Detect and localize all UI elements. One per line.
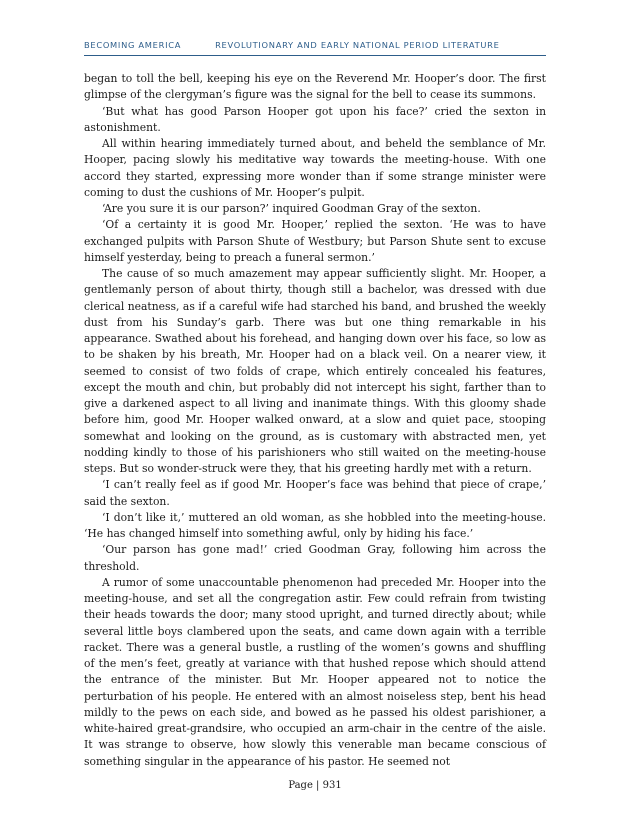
body-text: [84, 71, 546, 770]
paragraph: ‘Our parson has gone mad!’ cried Goodman Gray, following him across the threshold.: [84, 543, 546, 573]
running-header: [84, 40, 546, 50]
paragraph: ‘I don’t like it,’ muttered an old woman, as she hobbled into the meeting-house. ‘He has changed himself into something awful, only by hiding his face.’: [84, 510, 546, 540]
header-section-title: REVOLUTIONARY AND EARLY NATIONAL PERIOD LITERATURE: [215, 40, 500, 50]
paragraph: All within hearing immediately turned about, and beheld the semblance of Mr. Hooper, pacing slowly his meditative way towards the meeting-house. With one accord they started, expressing more wonder than if some strange minister were coming to dust the cushions of Mr. Hooper’s pulpit.: [84, 137, 546, 199]
paragraph: ‘I can’t really feel as if good Mr. Hooper’s face was behind that piece of crape,’ said the sexton.: [84, 478, 546, 508]
page-number: Page | 931: [288, 780, 342, 791]
paragraph: ‘Are you sure it is our parson?’ inquired Goodman Gray of the sexton.: [102, 202, 481, 215]
paragraph: ‘But what has good Parson Hooper got upon his face?’ cried the sexton in astonishment.: [84, 104, 546, 134]
header-rule: [84, 55, 546, 56]
header-book-title: BECOMING AMERICA: [84, 40, 182, 50]
paragraph: A rumor of some unaccountable phenomenon had preceded Mr. Hooper into the meeting-house, and set all the congregation astir. Few could refrain from twisting their heads towards the door; many stood upright, and turned directly about; while several little boys clambered upon the seats, and came down again with a terrible racket. There was a general bustle, a rustling of the women’s gowns and shuffling of the men’s feet, greatly at variance with that hushed repose which should attend the entrance of the minister. But Mr. Hooper appeared not to notice the perturbation of his people. He entered with an almost noiseless step, bent his head mildly to the pews on each side, and bowed as he passed his oldest parishioner, a white-haired great-grandsire, who occupied an arm-chair in the centre of the aisle. It was strange to observe, how slowly this venerable man became conscious of something singular in the appearance of his pastor. He seemed not: [84, 575, 546, 768]
paragraph: The cause of so much amazement may appear sufficiently slight. Mr. Hooper, a gentlemanly person of about thirty, though still a bachelor, was dressed with due clerical neatness, as if a careful wife had starched his band, and brushed the weekly dust from his Sunday’s garb. There was but one thing remarkable in his appearance. Swathed about his forehead, and hanging down over his face, so low as to be shaken by his breath, Mr. Hooper had on a black veil. On a nearer view, it seemed to consist of two folds of crape, which entirely concealed his features, except the mouth and chin, but probably did not intercept his sight, farther than to give a darkened aspect to all living and inanimate things. With this gloomy shade before him, good Mr. Hooper walked onward, at a slow and quiet pace, stooping somewhat and looking on the ground, as is customary with abstracted men, yet nodding kindly to those of his parishioners who still waited on the meeting-house steps. But so wonder-struck were they, that his greeting hardly met with a return.: [84, 267, 546, 475]
paragraph: ‘Of a certainty it is good Mr. Hooper,’ replied the sexton. ‘He was to have exchanged pulpits with Parson Shute of Westbury; but Parson Shute sent to excuse himself yesterday, being to preach a funeral sermon.’: [84, 218, 546, 264]
paragraph: began to toll the bell, keeping his eye on the Reverend Mr. Hooper’s door. The first glimpse of the clergyman’s figure was the signal for the bell to cease its summons.: [84, 72, 546, 102]
